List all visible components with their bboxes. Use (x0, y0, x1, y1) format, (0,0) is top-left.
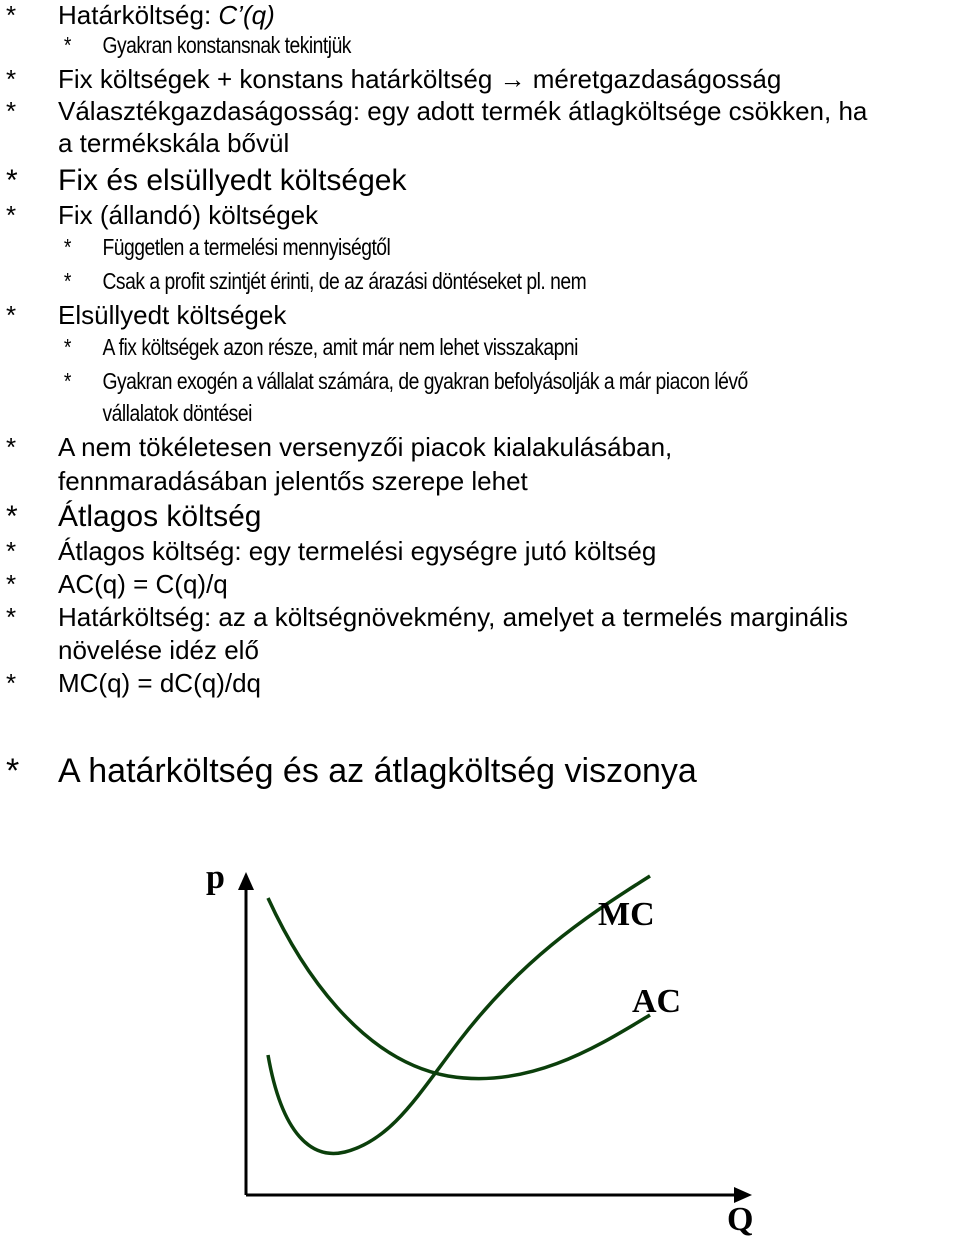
bullet: * (6, 0, 17, 30)
bullet: * (63, 32, 72, 58)
line-text: Választékgazdaságosság: egy adott termék átlagköltsége csökken, ha (58, 96, 868, 126)
ac-label: AC (632, 983, 682, 1020)
bullet: * (6, 164, 18, 197)
bullet: * (63, 234, 72, 260)
line-text: MC(q) = dC(q)/dq (58, 668, 261, 698)
line-text: Elsüllyedt költségek (58, 300, 287, 330)
y-axis-label: p (206, 859, 225, 896)
line-text: a termékskála bővül (58, 128, 290, 158)
line-text: Független a termelési mennyiségtől (102, 234, 391, 260)
bullet: * (6, 536, 17, 566)
line-text: Fix költségek + konstans határköltség → méretgazdaságosság (58, 64, 782, 94)
line-text: Gyakran konstansnak tekintjük (102, 32, 351, 58)
line-text: fennmaradásában jelentős szerepe lehet (58, 466, 528, 496)
line-text: AC(q) = C(q)/q (58, 569, 228, 599)
line-text: Határköltség: (58, 0, 219, 30)
line-text: Csak a profit szintjét érinti, de az árazási döntéseket pl. nem (102, 268, 587, 294)
bullet: * (63, 268, 72, 294)
bullet: * (63, 334, 72, 360)
mc-label: MC (598, 896, 655, 933)
bullet: * (6, 300, 17, 330)
bullet: * (6, 668, 17, 698)
bullet: * (6, 752, 20, 790)
ac-curve (268, 898, 650, 1079)
bullet: * (6, 200, 17, 230)
line-text: vállalatok döntései (102, 400, 252, 426)
bullet: * (6, 500, 18, 533)
line-text: A nem tökéletesen versenyzői piacok kialakulásában, (58, 432, 673, 462)
line-text: Átlagos költség (58, 500, 262, 533)
formula-italic: C’(q) (218, 0, 275, 30)
line-text: A határköltség és az átlagköltség viszonya (58, 752, 697, 790)
bullet: * (6, 64, 17, 94)
mc-curve (268, 876, 650, 1153)
line-text: növelése idéz elő (58, 635, 259, 665)
line-text: Gyakran exogén a vállalat számára, de gyakran befolyásolják a már piacon lévő (102, 368, 748, 394)
line-text: Átlagos költség: egy termelési egységre jutó költség (58, 536, 657, 566)
x-axis-label: Q (727, 1201, 754, 1238)
line-text: A fix költségek azon része, amit már nem lehet visszakapni (102, 334, 578, 360)
bullet: * (6, 96, 17, 126)
line-text: Határköltség: az a költségnövekmény, amelyet a termelés marginális (58, 602, 848, 632)
bullet: * (6, 569, 17, 599)
bullet: * (63, 368, 72, 394)
y-axis-arrow-icon (238, 872, 254, 890)
line-text: Fix és elsüllyedt költségek (58, 164, 407, 197)
bullet: * (6, 602, 17, 632)
line-text: Fix (állandó) költségek (58, 200, 319, 230)
bullet: * (6, 432, 17, 462)
